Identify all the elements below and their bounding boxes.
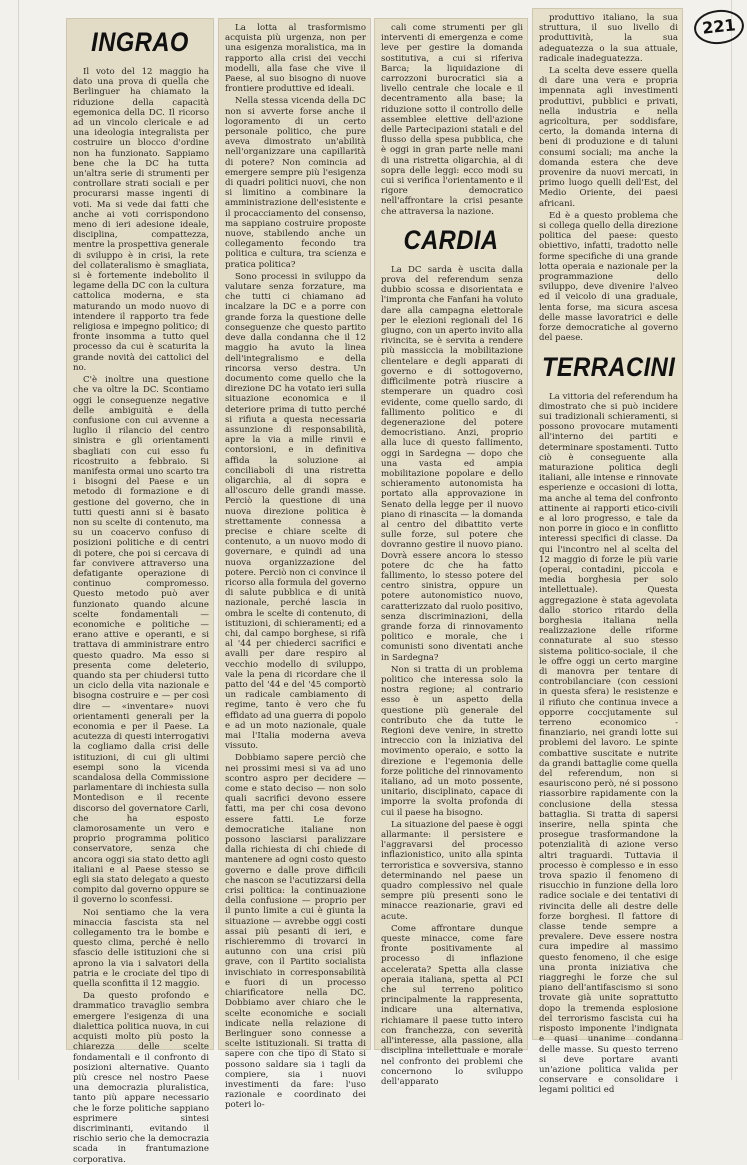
cardia-block [375,225,527,1087]
terracini-block [533,352,682,1096]
paragraph: La DC sarda è uscita dalla prova del referendum senza dubbio scossa e disorientata e l'impronta che Fanfani ha voluto dare alla campagna elettorale per le elezioni regionali del 16 giugno, con un aperto invito alla rivincita, se è servita a rendere più massiccia la mobilitazione clientelare e degli apparati di governo e di sottogoverno, difficilmente potrà riuscire a stemperare un quadro così evidente, come quello sardo, di fallimento politico e di degenerazione del potere democristiano. Anzi, proprio alla luce di questo fallimento, oggi in Sardegna — dopo che una vasta ed ampia mobilitazione popolare e dello schieramento autonomista ha portato alla approvazione in Senato della legge per il nuovo piano di rinascita — la domanda al centro del dibattito verte sulle forze, sul potere che dovranno gestire il nuovo piano. Dovrà essere ancora lo stesso potere dc che ha fatto fallimento, lo stesso potere del centro sinistra, oppure un potere autonomistico nuovo, caratterizzato dal ruolo positivo, senza discriminazioni, della grande forza di rinnovamento politico e morale, che i comunisti sono diventati anche in Sardegna? [381,264,523,663]
headline-terracini: TERRACINI [541,351,676,382]
paragraph: Non si tratta di un problema politico che interessa solo la nostra regione; al contrario esso è un aspetto della questione più generale del contributo che da tutte le Regioni deve venire, in stretto intreccio con la iniziativa del movimento operaio, e sotto la direzione e l'egemonia delle forze politiche del rinnovamento italiano, ad un moto possente, unitario, disciplinato, capace di imporre la svolta profonda di cui il paese ha bisogno. [381,664,523,818]
article-body-ingrao-continued [219,19,370,1111]
paragraph: Da questo profondo e drammatico travaglio sembra emergere l'esigenza di una dialettica politica nuova, in cui acquisti molto più posto la chiarezza delle scelte fondamentali e il confronto di posizioni alternative. Quanto più cresce nel nostro Paese una democrazia pluralistica, tanto più appare necessario che le forze politiche sappiano esprimere sintesi discriminanti, evitando il rischio serio che la democrazia scada in frantumazione corporativa. [73,991,209,1165]
article-column-cardia [374,18,528,1087]
paragraph: La lotta al trasformismo acquista più urgenza, non per una esigenza moralistica, ma in rapporto alla crisi dei vecchi modelli, alla fase che vive il Paese, al suo bisogno di nuove frontiere produttive ed ideali. [225,23,366,95]
paragraph: Sono processi in sviluppo da valutare senza forzature, ma che tutti ci chiamano ad incalzare la DC e a porre con grande forza la questione delle conseguenze che questo partito deve dalla condanna che il 12 maggio ha avuto la linea dell'integralismo e della rincorsa verso destra. Un documento come quello che la direzione DC ha votato ieri sulla situazione economica e il deteriore prima di tutto perché si rifiuta a questa necessaria assunzione di responsabilità, apre la via a mille rinvii e contorsioni, e in definitiva affida la soluzione ai conciliaboli di una ristretta oligarchia, al di sopra e all'oscuro delle grandi masse. Perciò la questione di una nuova direzione politica è strettamente connessa a precise e chiare scelte di contenuto, a un nuovo modo di governare, e quindi ad una nuova organizzazione del potere. Perciò non ci convince il ricorso alla formula del governo di salute pubblica e di unità nazionale, perché lascia in ombra le scelte di contenuto, di istituzioni, di schieramenti; ed a chi, dal campo borghese, si rifà al '44 per chiederci sacrifici e avalli per dare respiro al vecchio modello di sviluppo, vale la pena di ricordare che il patto del '44 e del '45 comportò un radicale cambiamento di regime, tanto è vero che fu effidato ad una guerra di popolo e ad un moto nazionale, quale mai l'Italia moderna aveva vissuto. [225,271,366,752]
paragraph: Dobbiamo sapere perciò che nei prossimi mesi si va ad uno scontro aspro per decidere — come e stato deciso — non solo quali sacrifici devono essere fatti, ma per chi cosa devono essere fatti. Le forze democratiche italiane non possono lasciarsi paralizzare dalla richiesta di chi chiede di mantenere ad ogni costo questo governo e dalle prove difficili che nascon se l'acutizzarsi della crisi politica: la continuazione della confusione — proprio per il punto limite a cui è giunta la situazione — avrebbe oggi costi assai più pesanti di ieri, e rischieremmo di trovarci in autunno con una crisi più grave, con il Partito socialista invischiato in corresponsabilità e fuori di un processo chiarificatore nella DC. Dobbiamo aver chiaro che le scelte economiche e sociali indicate nella relazione di Berlinguer sono connesse a scelte istituzionali. Si tratta di sapere con che tipo di Stato si possono saldare sia i tagli da compiere, sia i nuovi investimenti da fare: l'uso razionale e coordinato dei poteri lo- [225,753,366,1111]
headline-cardia: CARDIA [403,224,499,255]
article-body-cardia [375,261,527,1087]
paragraph: C'è inoltre una questione che va oltre la DC. Scontiamo oggi le conseguenze negative delle ambiguità e della confusione con cui avvenne a luglio il rilancio del centro sinistra e gli orientamenti sbagliati con cui esso fu ricostruito a febbraio. Si manifesta ormai uno scarto tra i bisogni del Paese e un metodo di formazione e di gestione del governo, che in tutti questi anni si è basato non su scelte di contenuto, ma su un coacervo confuso di posizioni politiche e di centri di potere, che poi si cercava di far convivere attraverso una defatigante operazione di continuo compromesso. Questo metodo può aver funzionato quando alcune scelte fondamentali — economiche e politiche — erano attive e operanti, e si trattava di amministrare entro questo quadro. Ma esso si presenta come deleterio, quando sta per chiudersi tutto un ciclo della vita nazionale e bisogna costruire e — per così dire — «inventare» nuovi orientamenti generali per la economia e per il Paese. La acutezza di questi interrogativi la cogliamo dalla crisi delle istituzioni, di cui gli ultimi esempi sono la vicenda scandalosa della Commissione parlamentare di inchiesta sulla Montedison e il recente discorso del governatore Carli, che ha esposto clamorosamente un vero e proprio programma politico conservatore, senza che ancora oggi sia stato detto agli italiani e al Paese stesso se egli sia stato delegato a questo compito dal governo oppure se il governo lo sconfessi. [73,375,210,906]
paragraph: cali come strumenti per gli interventi di emergenza e come leve per gestire la domanda sostitutiva, a cui si riferiva Barca; la liquidazione di carrozzoni burocratici sia a livello centrale che locale e il decentramento alla base; la riduzione sotto il controllo delle assemblee elettive dell'azione delle Partecipazioni statali e del flusso della spesa pubblica, che è oggi in gran parte nelle mani di una ristretta oligarchia, al di sopra delle leggi: ecco modi su cui si verifica l'orientamento e il rigore democratico nell'affrontare la crisi pesante che attraversa la nazione. [381,23,523,217]
paragraph: Nella stessa vicenda della DC non si avverte forse anche il logoramento di un certo personale politico, che pure aveva dimostrato un'abilità nell'organizzare una capillarità di potere? Non comincia ad emergere sempre più l'esigenza di quadri politici nuovi, che non si limitino a combinare la amministrazione dell'esistente e il procacciamento del consenso, ma sappiano costruire proposte nuove, stabilendo anche un collegamento fecondo tra politica e cultura, tra scienza e pratica politica? [225,96,366,270]
paragraph: Come affrontare dunque queste minacce, come fare fronte positivamente al processo di inflazione accelerata? Spetta alla classe operaia italiana, spetta al PCI che sul terreno politico principalmente la rappresenta, indicare una alternativa, richiamare il paese tutto intero con franchezza, con severità all'interesse, alla passione, alla disciplina intellettuale e morale nel confronto dei problemi che concernono lo sviluppo dell'apparato [381,923,523,1087]
paragraph: La vittoria del referendum ha dimostrato che si può incidere sui tradizionali schieramenti, si possono provocare mutamenti all'interno dei partiti e determinare spostamenti. Tutto ciò è conseguente alla maturazione politica degli italiani, alle intense e rinnovate esperienze e occasioni di lotta, ma anche al tema del confronto attinente ai rapporti etico-civili e al loro progresso, e tale da non porre in gioco e in conflitto interessi specifici di classe. Da qui l'incontro nel al scelta del 12 maggio di forze le più varie (operai, contadini, piccola e media borghesia per solo intellettuale). Questa aggregazione è stata agevolata dallo storico ritardo della borghesia italiana nella realizzazione delle riforme connaturate al suo stesso sistema politico-sociale, il che le offre oggi un certo margine di manovra per tentare di controbilanciare (con cessioni in questa sfera) le resistenze e il rifiuto che continua invece a opporre coccjutamente sul terreno economico - finanziario, nei grandi lotte sui problemi del lavoro. Le spinte combattive suscitate e nutrite da grandi battaglie come quella del referendum, non si esauriscono però, né si possono riassorbire rapidamente con la conclusione della stessa battaglia. Si tratta di sapersi inserire, nella spinta che prosegue trasformandone la potenzialità di azione verso altri traguardi. Tuttavia il processo è complesso e in esso trova spazio il fenomeno di risucchio in funzione della loro radice sociale e dei tentativi di rivincita delle ali destre delle forze borghesi. Il fattore di classe tende sempre a prevalere. Deve essere nostra cura impedire al massimo questo fenomeno, il che esige una pronta iniziativa che riaggreghi le forze che sul piano dell'antifascismo si sono trovate già unite soprattutto dopo la tremenda esplosione del terrorismo fascista cui ha risposto imponente l'indignata e quasi unanime condanna delle masse. Su questo terreno si deve portare avanti un'azione politica valida per conservare e consolidare i legami politici ed [539,391,678,1096]
paragraph: produttivo italiano, la sua struttura, il suo livello di produttività, la sua adeguatezza o la sua attuale, radicale inadeguatezza. [539,13,678,64]
paragraph: Ed è a questo problema che si collega quello della direzione politica del paese: questo obiettivo, infatti, tradotto nelle forme specifiche di una grande lotta operaia e nazionale per la programmazione dello sviluppo, deve divenire l'alveo ed il veicolo di una graduale, lenta forse, ma sicura ascesa delle masse lavoratrici e delle forze democratiche al governo del paese. [539,210,678,344]
article-column-ingrao-continued [218,18,371,1111]
paragraph: La situazione del paese è oggi allarmante: il persistere e l'aggravarsi del processo inflazionistico, unito alla spinta terroristica e sovversiva, stanno determinando nel paese un quadro complessivo nel quale sempre più presenti sono le minacce reazionarie, gravi ed acute. [381,819,523,922]
paragraph: Il voto del 12 maggio ha dato una prova di quella che Berlinguer ha chiamato la riduzione della capacità egemonica della DC. Il ricorso ad un vincolo clericale e ad una ideologia integralista per costruire un blocco d'ordine non ha funzionato. Sappiamo bene che la DC ha tutta un'altra serie di strumenti per controllare strati sociali e per procurarsi masse ingenti di voti. Ma si vede dai fatti che anche ai voti corrispondono meno di ieri adesione ideale, disciplina, compattezza, mentre la prospettiva generale di sviluppo è in crisi, la rete del collateralismo è smagliata, si è fortemente indebolito il legame della DC con la cultura cattolica moderna, e sta maturando un modo nuovo di intendere il rapporto tra fede religiosa e impegno politico; di fronte insomma a tutto quel processo da cui è scaturita la grande novità dei cattolici del no. [73,67,209,373]
article-body-cardia-continued [533,9,682,344]
paragraph: Noi sentiamo che la vera minaccia fascista sta nel collegamento tra le bombe e questo clima, perché è nello sfascio delle istituzioni che si aprono la via i salvatori della patria e le crociate del tipo di quella sconfitta il 12 maggio. [73,907,209,990]
article-column-terracini [532,8,683,1096]
article-body-ingrao-end [375,19,527,217]
headline-ingrao: INGRAO [91,27,189,57]
article-body-terracini [533,388,682,1096]
handwritten-page-number: 221 [692,7,745,46]
article-body-ingrao [67,63,213,1165]
article-column-ingrao [66,18,214,1165]
paragraph: La scelta deve essere quella di dare una vera e propria impennata agli investimenti produttivi, pubblici e privati, nella industria e nella agricoltura, per soddisfare, certo, la domanda interna di beni di produzione e di taluni consumi sociali; ma anche la domanda estera che deve provenire da nuovi mercati, in primo luogo quelli dell'Est, del Medio Oriente, dei paesi africani. [539,66,678,209]
